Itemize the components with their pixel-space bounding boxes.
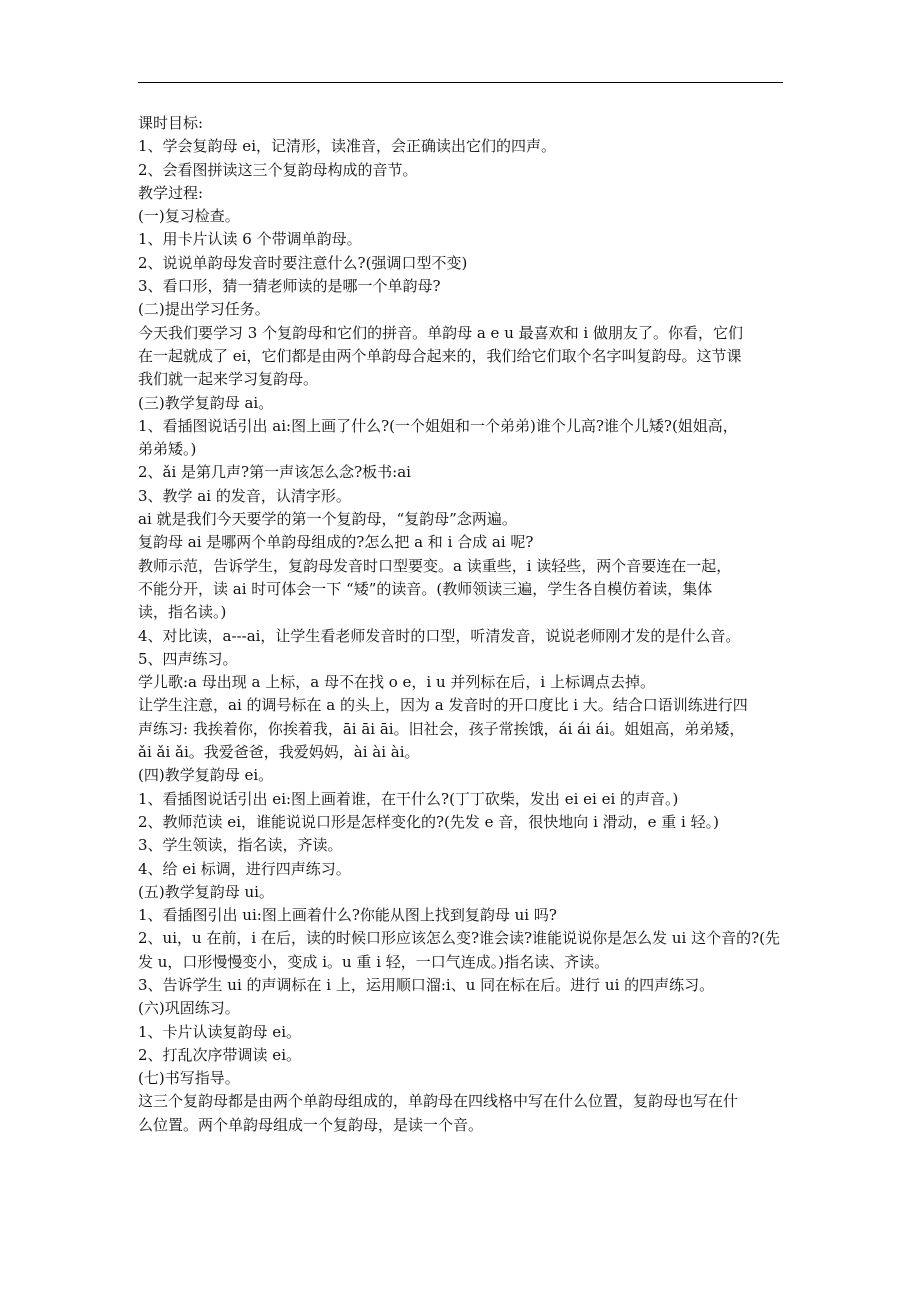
text-line: (一)复习检查。 — [138, 207, 240, 226]
text-line: 学儿歌:a 母出现 a 上标，a 母不在找 o e，i u 并列标在后，i 上标调点去掉。 — [138, 673, 655, 692]
text-line: 3、学生领读，指名读，齐读。 — [138, 836, 343, 855]
text-line: 发 u，口形慢慢变小，变成 i。u 重 i 轻，一口气连成。)指名读、齐读。 — [138, 952, 610, 971]
text-line: (四)教学复韵母 ei。 — [138, 766, 274, 785]
text-line: 复韵母 ai 是哪两个单韵母组成的?怎么把 a 和 i 合成 ai 呢? — [138, 533, 534, 552]
text-line: (七)书写指导。 — [138, 1069, 240, 1088]
text-line: 3、告诉学生 ui 的声调标在 i 上，运用顺口溜:i、u 同在标在后。进行 ui 的四声练习。 — [138, 975, 715, 994]
text-line: 读，指名读。) — [138, 603, 227, 622]
text-line: 课时目标: — [138, 114, 204, 132]
text-line: 1、看插图说话引出 ei:图上画着谁，在干什么?(丁丁砍柴，发出 ei ei ei 的声音。) — [138, 789, 679, 808]
text-line: 我们就一起来学习复韵母。 — [138, 370, 319, 389]
text-line: 3、看口形，猜一猜老师读的是哪一个单韵母? — [138, 277, 441, 296]
text-line: 3、教学 ai 的发音，认清字形。 — [138, 486, 351, 505]
text-line: 今天我们要学习 3 个复韵母和它们的拼音。单韵母 a e u 最喜欢和 i 做朋友了。你看，它们 — [138, 323, 743, 342]
text-line: 1、学会复韵母 ei，记清形，读准音，会正确读出它们的四声。 — [138, 137, 556, 156]
text-line: 2、ui，u 在前，i 在后，读的时候口形应该怎么变?谁会读?谁能说说你是怎么发 ui 这个音的?(先 — [138, 929, 780, 948]
header-rule — [138, 82, 783, 83]
text-line: 4、给 ei 标调，进行四声练习。 — [138, 859, 351, 878]
lesson-plan-text — [138, 112, 788, 1137]
text-line: 1、卡片认读复韵母 ei。 — [138, 1022, 301, 1041]
text-line: 1、看插图引出 ui:图上画着什么?你能从图上找到复韵母 ui 吗? — [138, 906, 557, 925]
text-line: ai 就是我们今天要学的第一个复韵母，“复韵母”念两遍。 — [138, 510, 517, 529]
text-line: 么位置。两个单韵母组成一个复韵母，是读一个音。 — [138, 1115, 484, 1134]
text-line: (三)教学复韵母 ai。 — [138, 393, 274, 412]
text-line: ǎi ǎi ǎi。我爱爸爸，我爱妈妈，ài ài ài。 — [138, 743, 420, 762]
text-line: 教学过程: — [138, 183, 204, 202]
text-line: (六)巩固练习。 — [138, 999, 240, 1018]
text-line: 弟弟矮。) — [138, 440, 197, 459]
text-line: (二)提出学习任务。 — [138, 300, 270, 319]
text-line: 2、ǎi 是第几声?第一声该怎么念?板书:ai — [138, 463, 411, 482]
text-line: 2、打乱次序带调读 ei。 — [138, 1045, 301, 1064]
text-line: 这三个复韵母都是由两个单韵母组成的，单韵母在四线格中写在什么位置，复韵母也写在什 — [138, 1092, 739, 1111]
text-line: 2、说说单韵母发音时要注意什么?(强调口型不变) — [138, 253, 468, 272]
text-line: 不能分开，读 ai 时可体会一下 “矮”的读音。(教师领读三遍，学生各自模仿着读，集体 — [138, 579, 713, 598]
text-line: (五)教学复韵母 ui。 — [138, 882, 274, 901]
text-line: 2、教师范读 ei，谁能说说口形是怎样变化的?(先发 e 音，很快地向 i 滑动，e 重 i 轻。) — [138, 812, 719, 831]
text-line: 1、看插图说话引出 ai:图上画了什么?(一个姐姐和一个弟弟)谁个儿高?谁个儿矮?(姐姐高， — [138, 416, 738, 435]
text-line: 让学生注意，ai 的调号标在 a 的头上，因为 a 发音时的开口度比 i 大。结合口语训练进行四 — [138, 696, 748, 715]
text-line: 在一起就成了 ei，它们都是由两个单韵母合起来的，我们给它们取个名字叫复韵母。这节课 — [138, 346, 742, 365]
text-line: 4、对比读，a---ai，让学生看老师发音时的口型，听清发音，说说老师刚才发的是什么音。 — [138, 626, 741, 645]
text-line: 声练习: 我挨着你，你挨着我，āi āi āi。旧社会，孩子常挨饿，ái ái ái。姐姐高，弟弟矮， — [138, 719, 745, 738]
text-line: 2、会看图拼读这三个复韵母构成的音节。 — [138, 160, 418, 179]
text-line: 教师示范，告诉学生，复韵母发音时口型要变。a 读重些，i 读轻些，两个音要连在一起， — [138, 556, 732, 575]
text-line: 5、四声练习。 — [138, 649, 238, 668]
text-line: 1、用卡片认读 6 个带调单韵母。 — [138, 230, 362, 249]
